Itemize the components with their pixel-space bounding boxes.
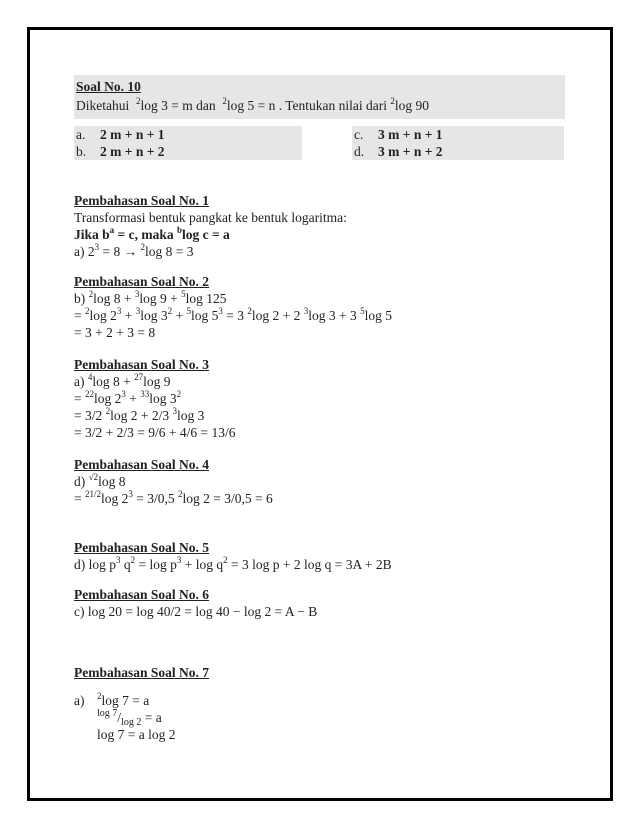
solution-7-line-2: $^{log 7}/_{log 2} = a$ (97, 708, 162, 728)
option-a: a. 2 m + n + 1 (74, 126, 302, 143)
solution-5-line-1: d) $\log p^3$ $q^2 = \log p^3 + \log q^2 = 3$ log p + 2 log q = 3A + 2B (74, 555, 392, 572)
solution-4 (74, 456, 273, 507)
solution-4-title: Pembahasan Soal No. 4 (74, 457, 210, 472)
solution-4-line-2: = $^{21/2}$log $2^3 = 3/0,5$ $^2$log 2 = 3/0,5 = 6 (74, 489, 273, 506)
solution-3-line-1: a) $^4$log 8 + $^{27}$log 9 (74, 372, 171, 389)
solution-3-title: Pembahasan Soal No. 3 (74, 357, 210, 372)
option-b: b. 2 m + n + 2 (74, 143, 302, 160)
solution-5-title: Pembahasan Soal No. 5 (74, 540, 210, 555)
solution-1-example: a) $2^3 = 8 \to ^2\log$ 8 = 3 (74, 242, 194, 259)
solution-7-title: Pembahasan Soal No. 7 (74, 665, 210, 680)
solution-3-line-2: = $^{22}$log $2^3 + ^{33}\log$ $3^2$ (74, 389, 182, 406)
solution-6 (74, 586, 317, 620)
option-c: c. 3 m + n + 1 (352, 126, 564, 143)
option-d: d. 3 m + n + 2 (352, 143, 564, 160)
solution-3 (74, 356, 235, 441)
solution-2-line-2: = $^2$log $2^3 + ^3\log$ $3^2 + ^5\log$ $5^3 = 3$ $^2$log 2 + 2 $^3$log 3 + 3 $^5$log 5 (74, 306, 393, 323)
solution-2-title: Pembahasan Soal No. 2 (74, 274, 210, 289)
solution-1-line: Transformasi bentuk pangkat ke bentuk logaritma: (74, 210, 347, 225)
solution-6-line-1: c) log 20 = log 40/2 = log 40 − log 2 = A − B (74, 604, 318, 619)
solution-7-key: a) (74, 693, 85, 708)
question-text: Diketahui $^2$log 3 = m dan $^2$log 5 = n . Tentukan nilai dari $^2$log 90 (76, 96, 430, 113)
question-block (74, 75, 565, 119)
solution-7 (74, 664, 209, 681)
solution-2-line-1: b) $^2$log 8 + $^3$log 9 + $^5$log 125 (74, 289, 227, 306)
solution-1-rule: Jika $b^a = c$, maka $^b$log c = a (74, 225, 230, 242)
solution-2-line-3: = 3 + 2 + 3 = 8 (74, 325, 156, 340)
solution-6-title: Pembahasan Soal No. 6 (74, 587, 210, 602)
solution-1-title: Pembahasan Soal No. 1 (74, 193, 210, 208)
solution-7-line-3: log 7 = a log 2 (97, 727, 176, 742)
question-title: Soal No. 10 (76, 79, 141, 94)
solution-3-line-3: = 3/2 $^2$log 2 + 2/3 $^3$log 3 (74, 406, 205, 423)
solution-7-line-1: $^2$log 7 = a (97, 691, 150, 708)
solution-2 (74, 273, 392, 341)
solution-5 (74, 539, 392, 573)
solution-1 (74, 192, 347, 260)
solution-4-line-1: d) $^{√2}$log 8 (74, 472, 126, 489)
solution-3-line-4: = 3/2 + 2/3 = 9/6 + 4/6 = 13/6 (74, 425, 236, 440)
